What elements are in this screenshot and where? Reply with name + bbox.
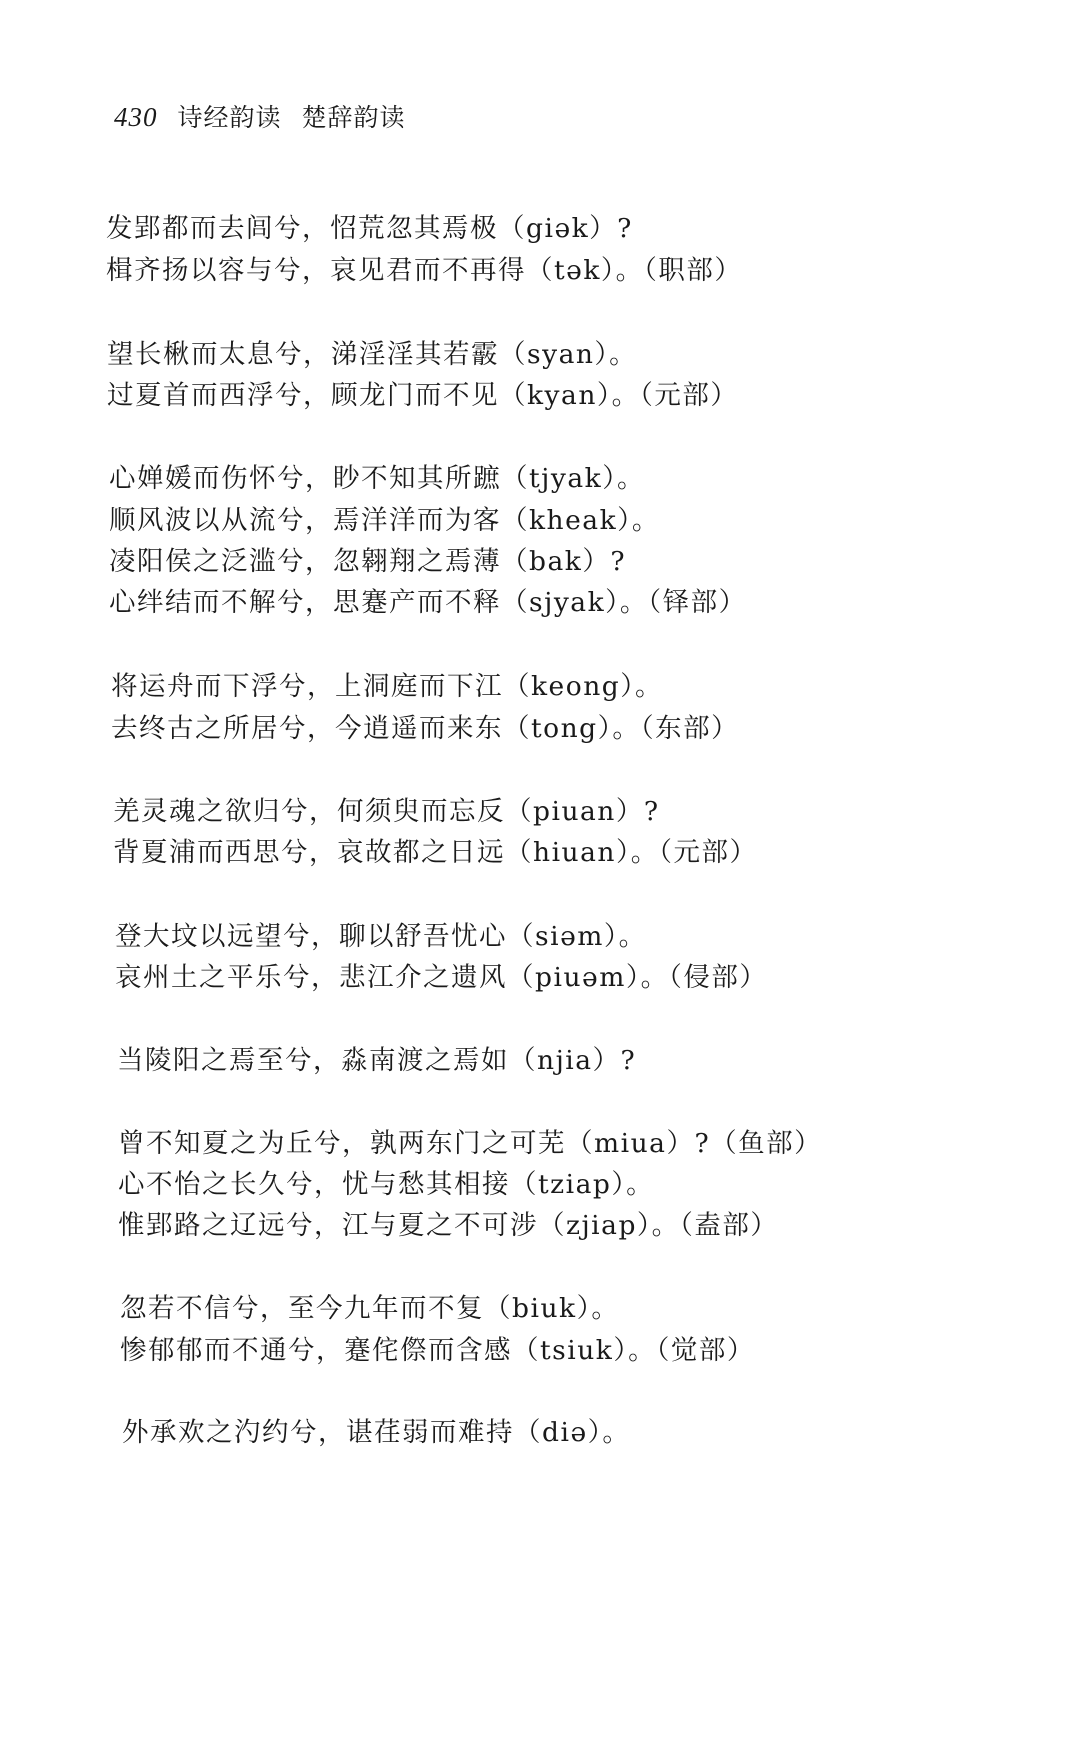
verse-line: 心绊结而不解兮，思蹇产而不释（sjyak）。（铎部） xyxy=(109,587,747,618)
verse-line: 登大坟以远望兮，聊以舒吾忧心（siəm）。 xyxy=(115,921,647,952)
verse-line: 忽若不信兮，至今九年而不复（biuk）。 xyxy=(120,1293,620,1324)
section-title: 楚辞韵读 xyxy=(301,103,406,132)
verse-line: 凌阳侯之泛滥兮，忽翱翔之焉薄（bak）? xyxy=(109,546,627,577)
verse-line: 当陵阳之焉至兮，淼南渡之焉如（njia）? xyxy=(117,1045,637,1076)
verse-line: 心不怡之长久兮，忧与愁其相接（tziap）。 xyxy=(118,1169,655,1200)
page-number: 430 xyxy=(114,102,158,132)
verse-line: 背夏浦而西思兮，哀故都之日远（hiuan）。（元部） xyxy=(113,837,758,868)
verse-line: 望长楸而太息兮，涕淫淫其若霰（syan）。 xyxy=(107,339,638,370)
verse-line: 去终古之所居兮，今逍遥而来东（tong）。（东部） xyxy=(111,713,740,744)
verse-line: 发郢都而去闾兮，怊荒忽其焉极（giək）? xyxy=(106,213,633,244)
book-title: 诗经韵读 xyxy=(177,103,282,132)
verse-line: 楫齐扬以容与兮，哀见君而不再得（tək）。（职部） xyxy=(106,255,743,286)
verse-line: 曾不知夏之为丘兮，孰两东门之可芜（miua）?（鱼部） xyxy=(118,1128,823,1159)
verse-line: 惨郁郁而不通兮，蹇侘傺而含感（tsiuk）。（觉部） xyxy=(120,1335,755,1366)
verse-line: 顺风波以从流兮，焉洋洋而为客（kheak）。 xyxy=(109,505,660,536)
verse-line: 心婵媛而伤怀兮，眇不知其所蹠（tjyak）。 xyxy=(109,463,645,494)
verse-line: 惟郢路之辽远兮，江与夏之不可涉（zjiap）。（盍部） xyxy=(118,1210,779,1241)
verse-line: 羌灵魂之欲归兮，何须臾而忘反（piuan）? xyxy=(113,796,660,827)
running-header xyxy=(114,98,406,134)
verse-line: 过夏首而西浮兮，顾龙门而不见（kyan）。（元部） xyxy=(107,380,739,411)
verse-line: 将运舟而下浮兮，上洞庭而下江（keong）。 xyxy=(111,671,663,702)
verse-line: 外承欢之汋约兮，谌荏弱而难持（diə）。 xyxy=(122,1417,631,1448)
verse-line: 哀州土之平乐兮，悲江介之遗风（piuəm）。（侵部） xyxy=(115,962,768,993)
